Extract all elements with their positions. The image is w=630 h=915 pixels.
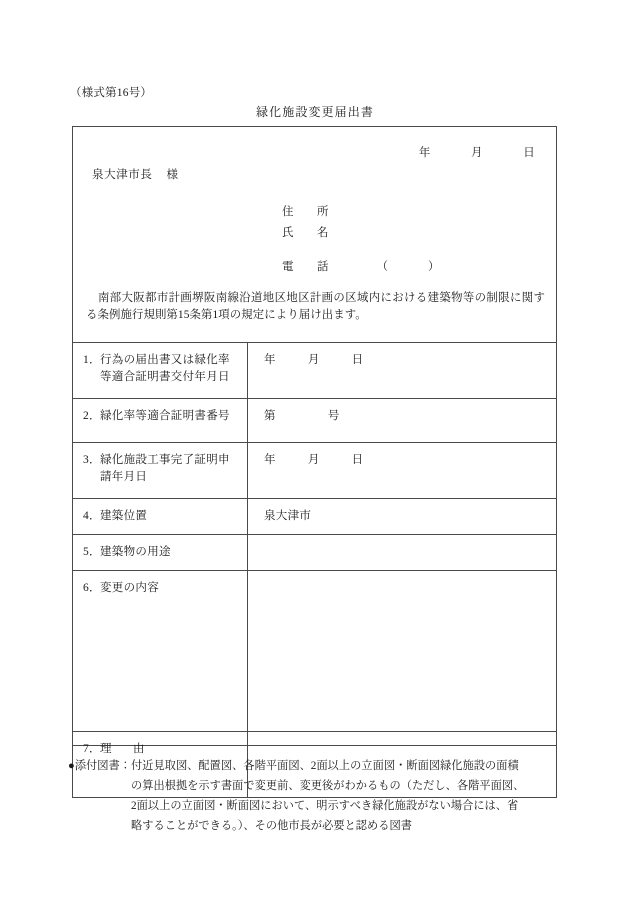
row-number: 3． xyxy=(83,454,101,466)
date-value-group xyxy=(264,354,363,366)
legal-statement: 南部大阪都市計画堺阪南線沿道地区地区計画の区域内における建築物等の制限に関する条例施行規則第15条第1項の規定により届け出ます。 xyxy=(86,292,545,321)
table-row xyxy=(73,571,557,732)
number-value-group xyxy=(264,410,340,422)
addressee-name: 泉大津市長 xyxy=(92,169,153,181)
value-day-label: 日 xyxy=(351,354,364,366)
attachments-line-1 xyxy=(68,756,563,776)
row-value-cell[interactable] xyxy=(248,443,557,499)
attachments-line-2: の算出根拠を示す書面で変更前、変更後がわかるもの（ただし、各階平面図、 xyxy=(131,780,525,792)
attachments-text-1: 添付図書：付近見取図、配置図、各階平面図、2面以上の立面図・断面図緑化施設の面積 xyxy=(74,760,519,772)
row-value-cell[interactable] xyxy=(248,535,557,571)
table-row xyxy=(73,499,557,535)
row-label-cell xyxy=(73,443,248,499)
table-row xyxy=(73,399,557,443)
addressee-honorific: 様 xyxy=(166,169,179,181)
row-value-cell[interactable] xyxy=(248,343,557,399)
row-label-line2: 請年月日 xyxy=(100,471,148,483)
applicant-spacer xyxy=(282,244,440,257)
attachments-note xyxy=(68,756,563,836)
row-label-cell xyxy=(73,399,248,443)
applicant-name-row xyxy=(282,223,440,244)
value-year-label: 年 xyxy=(264,454,276,466)
header-block xyxy=(72,126,557,342)
table-row xyxy=(73,343,557,399)
row-label-line1: 建築位置 xyxy=(100,510,148,522)
row-label-line1: 緑化施設工事完了証明申 xyxy=(100,454,230,466)
row-number: 6． xyxy=(83,582,101,594)
phone-open-paren: （ xyxy=(376,261,388,273)
attachments-line-4: 略することができる。）、その他市長が必要と認める図書 xyxy=(131,820,412,832)
value-day-label: 日 xyxy=(351,454,364,466)
value-month-label: 月 xyxy=(307,454,320,466)
value-year-label: 年 xyxy=(264,354,276,366)
value-suffix: 号 xyxy=(327,410,340,422)
page-title: 緑化施設変更届出書 xyxy=(256,105,374,119)
row-number: 4． xyxy=(83,510,101,522)
phone-parens xyxy=(377,257,440,278)
row-number: 7． xyxy=(83,743,101,755)
row-value-cell[interactable] xyxy=(248,399,557,443)
value-month-label: 月 xyxy=(307,354,320,366)
bullet-icon: ● xyxy=(68,760,75,772)
row-number: 1． xyxy=(83,354,101,366)
row-label-cell xyxy=(73,535,248,571)
date-month-label: 月 xyxy=(471,147,483,159)
table-row xyxy=(73,443,557,499)
form-table xyxy=(72,342,557,798)
date-day-label: 日 xyxy=(523,147,535,159)
table-row xyxy=(73,535,557,571)
row-label-line1: 建築物の用途 xyxy=(100,546,171,558)
row-label-line1: 行為の届出書又は緑化率 xyxy=(100,354,230,366)
row-label-line2: 等適合証明書交付年月日 xyxy=(100,371,230,383)
row-label-cell xyxy=(73,499,248,535)
address-label: 住 所 xyxy=(282,206,335,218)
row-number: 2． xyxy=(83,410,101,422)
phone-label: 電 話 xyxy=(282,261,335,273)
date-year-label: 年 xyxy=(418,147,431,159)
date-value-group xyxy=(264,454,363,466)
row-label-line1: 緑化率等適合証明書番号 xyxy=(100,410,230,422)
phone-close-paren: ） xyxy=(428,261,440,273)
attachments-line-3: 2面以上の立面図・断面図において、明示すべき緑化施設がない場合には、省 xyxy=(131,800,519,812)
row-value-cell[interactable] xyxy=(248,499,557,535)
name-label: 氏 名 xyxy=(282,227,335,239)
row-value-cell[interactable] xyxy=(248,571,557,732)
row-label-line1: 変更の内容 xyxy=(100,582,159,594)
row-value-text: 泉大津市 xyxy=(264,510,312,522)
date-line xyxy=(419,144,535,160)
addressee xyxy=(92,166,179,182)
row-label-line1: 理 由 xyxy=(100,743,150,755)
applicant-phone-row xyxy=(282,257,440,278)
value-prefix: 第 xyxy=(264,410,276,422)
row-label-cell xyxy=(73,571,248,732)
applicant-block xyxy=(282,202,440,278)
row-number: 5． xyxy=(83,546,101,558)
row-label-cell xyxy=(73,343,248,399)
form-number: （様式第16号） xyxy=(70,87,153,99)
applicant-address-row xyxy=(282,202,440,223)
